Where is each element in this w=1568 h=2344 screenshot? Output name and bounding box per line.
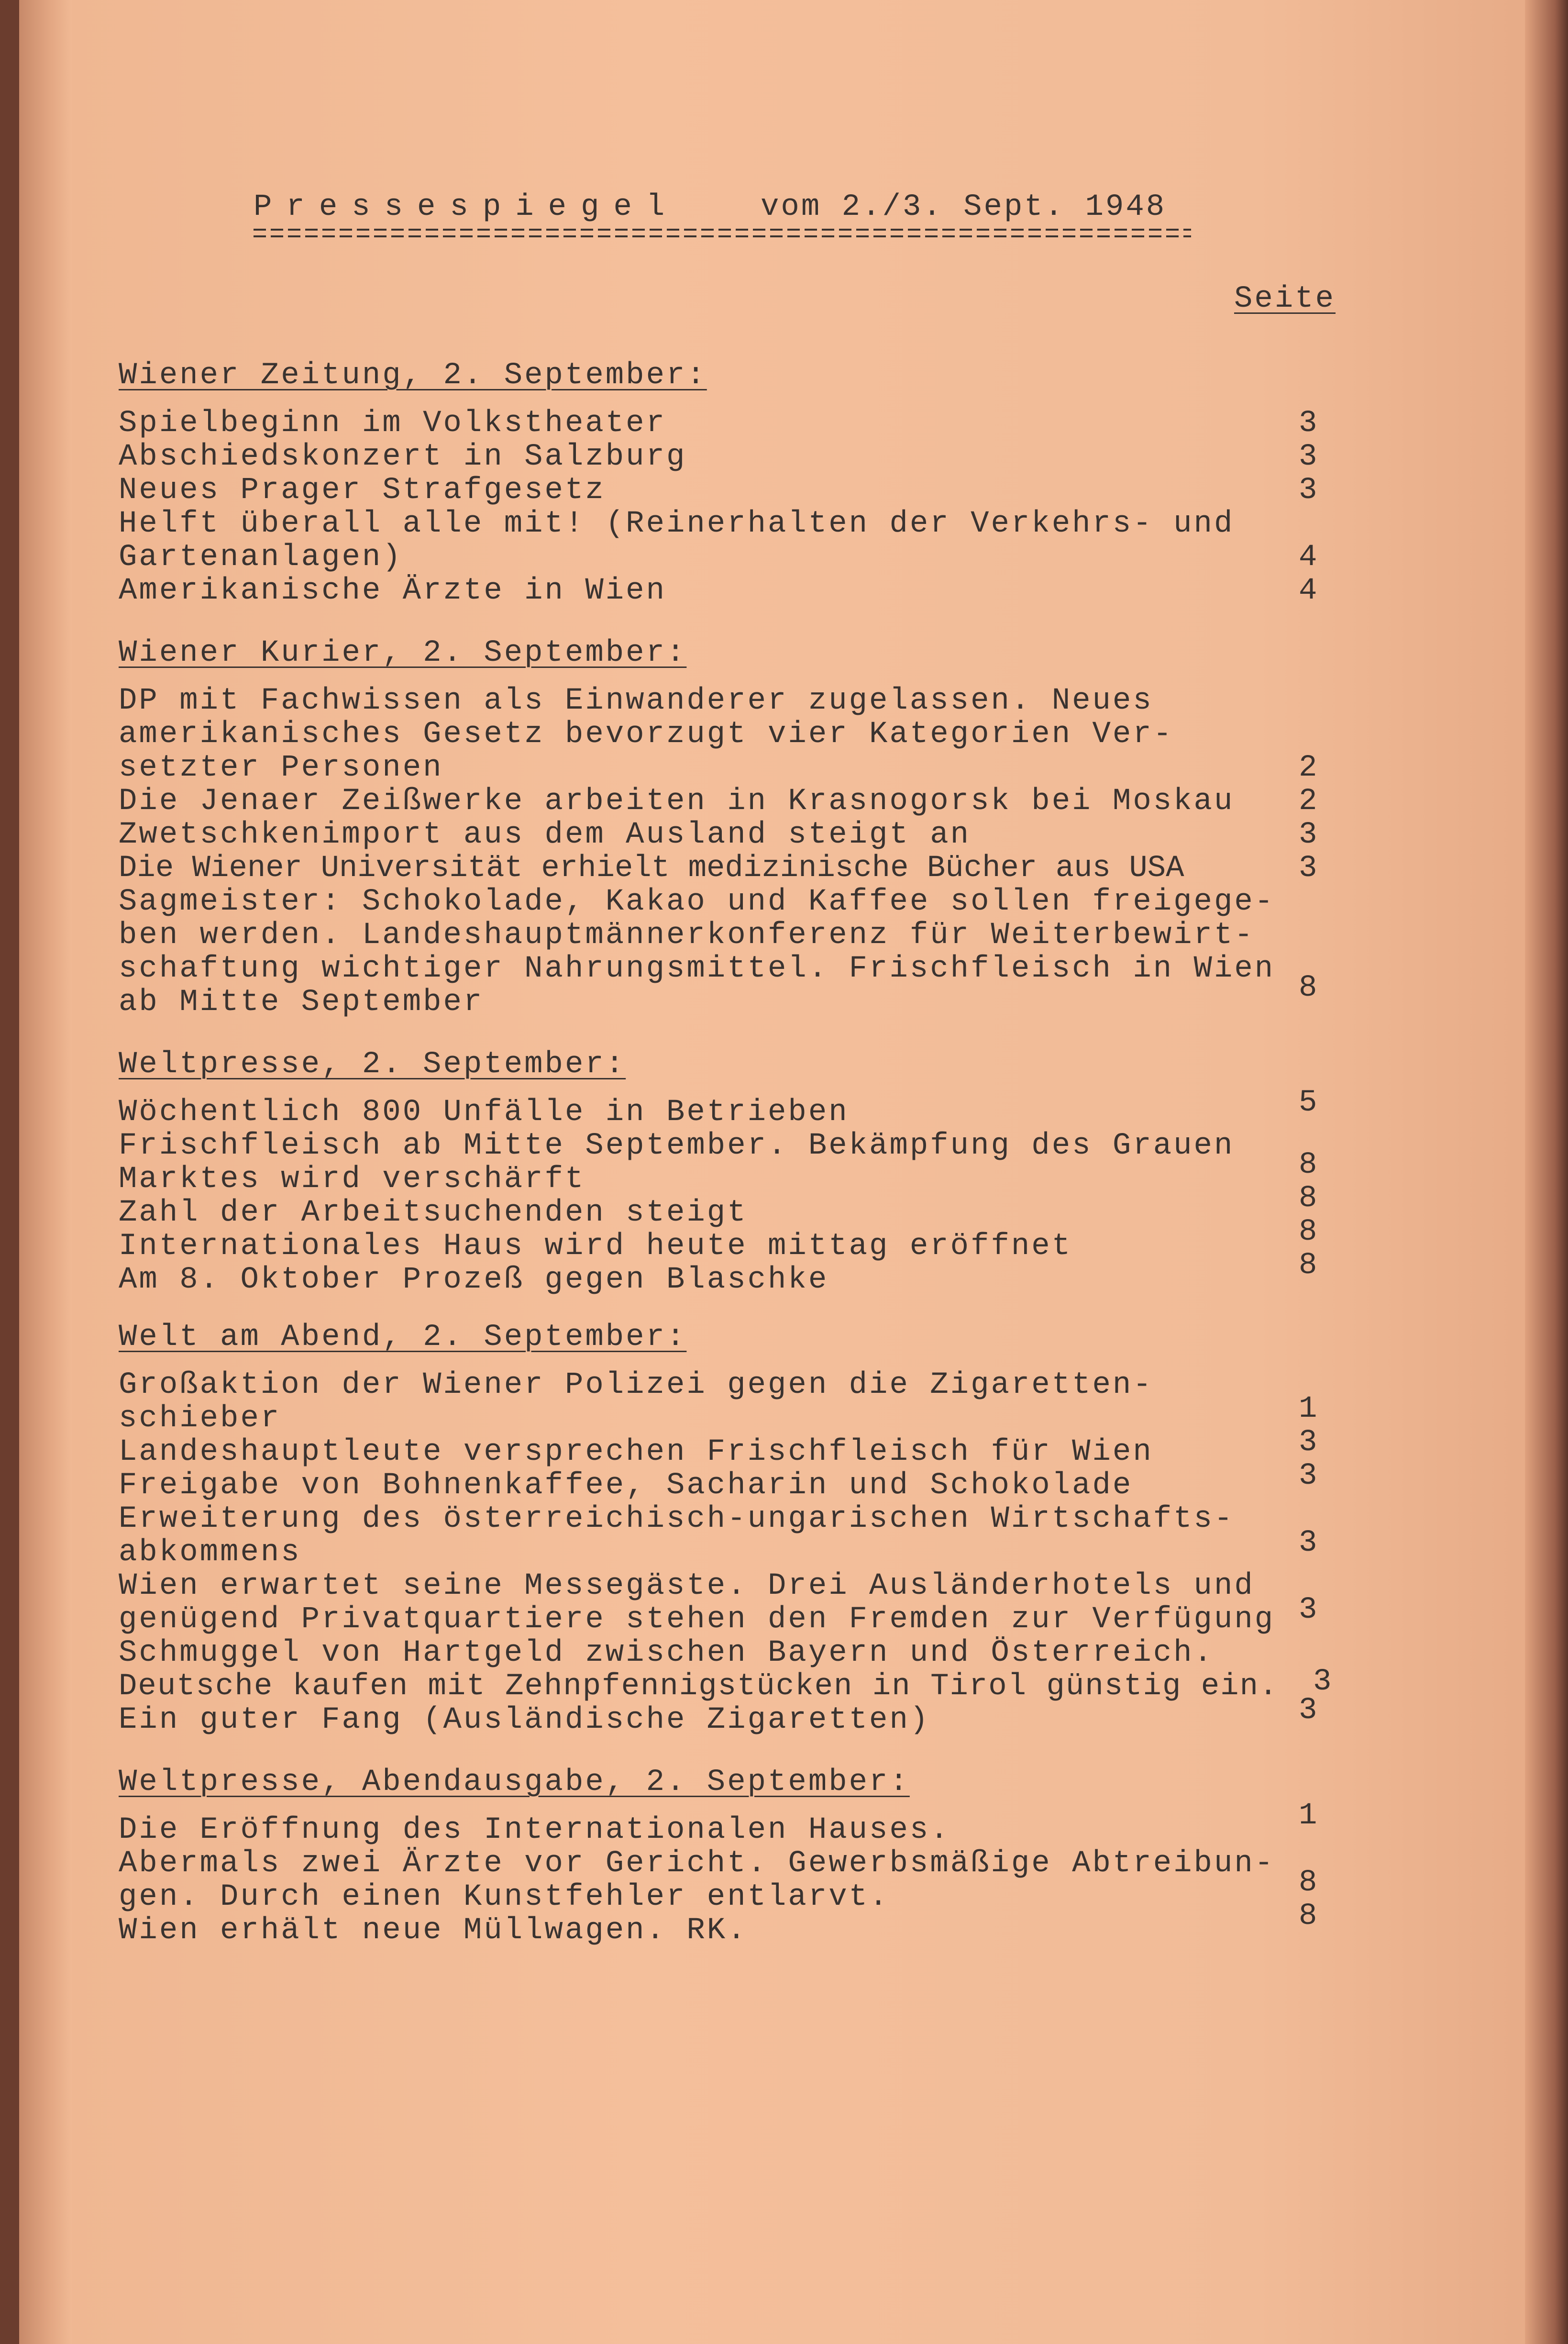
entry-page-number: 3 [1299,1526,1317,1560]
entry-page-number: 8 [1299,1215,1317,1249]
binding-spine [19,0,72,2344]
entry-line: Abschiedskonzert in Salzburg [119,440,687,474]
section-heading: Welt am Abend, 2. September: [119,1320,687,1355]
entry-line: Deutsche kaufen mit Zehnpfennigstücken in Tirol günstig ein. [119,1669,1279,1704]
entry-line: Die Eröffnung des Internationalen Hauses. [119,1813,950,1847]
entry-page-number: 1 [1299,1799,1317,1833]
entry-line: Wien erwartet seine Messegäste. Drei Ausländerhotels und [119,1569,1255,1603]
entry-line: gen. Durch einen Kunstfehler entlarvt. [119,1880,890,1914]
entry-line: schieber [119,1401,281,1436]
entry-page-number: 3 [1299,1693,1317,1728]
section-heading: Wiener Kurier, 2. September: [119,636,687,670]
entry-page-number: 3 [1299,473,1317,508]
entry-line: Am 8. Oktober Prozeß gegen Blaschke [119,1263,829,1297]
entry-line: Die Wiener Universität erhielt medizinische Bücher aus USA [119,851,1184,886]
entry-line: Zahl der Arbeitsuchenden steigt [119,1196,748,1230]
entry-line: Ein guter Fang (Ausländische Zigaretten) [119,1703,930,1737]
entry-page-number: 3 [1299,1425,1317,1460]
entry-line: setzter Personen [119,751,443,785]
page-column-label: Seite [1234,282,1336,316]
entry-page-number: 3 [1299,440,1317,474]
entry-page-number: 3 [1299,851,1317,886]
entry-line: Spielbeginn im Volkstheater [119,406,666,441]
entry-line: DP mit Fachwissen als Einwanderer zugelassen. Neues [119,684,1153,718]
section-heading: Weltpresse, 2. September: [119,1047,626,1082]
entry-page-number: 3 [1299,1593,1317,1627]
entry-line: Gartenanlagen) [119,540,403,575]
entry-page-number: 8 [1299,1899,1317,1933]
entry-line: Marktes wird verschärft [119,1162,585,1197]
entry-line: Landeshauptleute versprechen Frischfleisch für Wien [119,1435,1153,1469]
document-title: Pressespiegel [254,190,679,224]
entry-line: Freigabe von Bohnenkaffee, Sacharin und Schokolade [119,1468,1133,1503]
entry-page-number: 4 [1299,574,1317,608]
entry-line: genügend Privatquartiere stehen den Fremden zur Verfügung [119,1602,1275,1637]
entry-page-number: 4 [1299,540,1317,575]
entry-page-number: 8 [1299,971,1317,1005]
entry-line: Wöchentlich 800 Unfälle in Betrieben [119,1095,849,1130]
entry-line: ab Mitte September [119,985,484,1020]
document-date: vom 2./3. Sept. 1948 [761,190,1167,224]
entry-line: Frischfleisch ab Mitte September. Bekämpfung des Grauen [119,1129,1235,1163]
entry-line: Amerikanische Ärzte in Wien [119,574,666,608]
entry-page-number: 2 [1299,751,1317,785]
entry-line: ben werden. Landeshauptmännerkonferenz für Weiterbewirt- [119,918,1255,953]
entry-page-number: 5 [1299,1086,1317,1120]
entry-line: Abermals zwei Ärzte vor Gericht. Gewerbsmäßige Abtreibun- [119,1846,1275,1881]
entry-line: Internationales Haus wird heute mittag eröffnet [119,1229,1072,1264]
entry-page-number: 3 [1299,406,1317,441]
entry-line: abkommens [119,1535,301,1570]
entry-page-number: 3 [1299,818,1317,852]
section-heading: Wiener Zeitung, 2. September: [119,358,707,393]
entry-line: schaftung wichtiger Nahrungsmittel. Frischfleisch in Wien [119,952,1275,986]
entry-line: Großaktion der Wiener Polizei gegen die Zigaretten- [119,1368,1153,1402]
entry-line: Schmuggel von Hartgeld zwischen Bayern und Österreich. [119,1636,1214,1670]
section-heading: Weltpresse, Abendausgabe, 2. September: [119,1765,910,1800]
entry-page-number: 8 [1299,1248,1317,1283]
entry-line: Helft überall alle mit! (Reinerhalten der Verkehrs- und [119,507,1235,541]
entry-line: Erweiterung des österreichisch-ungarischen Wirtschafts- [119,1502,1235,1536]
entry-page-number: 3 [1313,1665,1332,1699]
entry-line: Sagmeister: Schokolade, Kakao und Kaffee sollen freigege- [119,885,1275,919]
entry-page-number: 8 [1299,1866,1317,1900]
title-double-rule [254,229,1191,241]
entry-line: Neues Prager Strafgesetz [119,473,606,508]
entry-line: Wien erhält neue Müllwagen. RK. [119,1913,748,1948]
entry-page-number: 2 [1299,784,1317,819]
entry-page-number: 8 [1299,1181,1317,1216]
entry-line: Zwetschkenimport aus dem Ausland steigt an [119,818,971,852]
page-edge [1525,0,1568,2344]
entry-page-number: 1 [1299,1392,1317,1426]
entry-page-number: 3 [1299,1459,1317,1493]
entry-page-number: 8 [1299,1148,1317,1182]
entry-line: Die Jenaer Zeißwerke arbeiten in Krasnogorsk bei Moskau [119,784,1235,819]
entry-line: amerikanisches Gesetz bevorzugt vier Kategorien Ver- [119,717,1174,752]
